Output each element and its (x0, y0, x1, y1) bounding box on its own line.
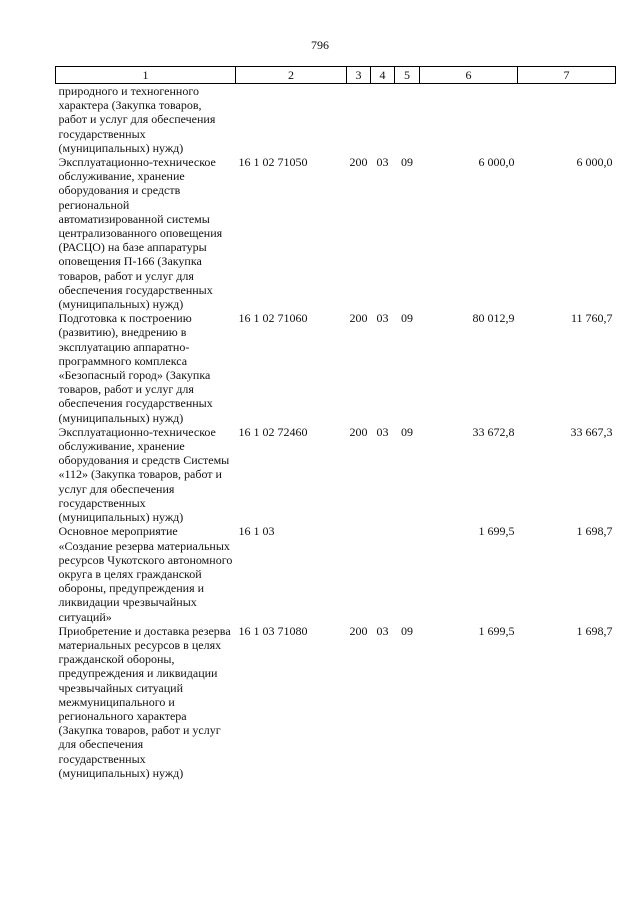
row-sum-1 (420, 84, 518, 156)
row-name: природного и техногенного характера (Закупка товаров, работ и услуг для обеспечения государственных (муниципальных) нужд) (58, 84, 216, 155)
row-subsection: 09 (401, 155, 413, 170)
row-subsection (395, 524, 420, 623)
row-sum-1: 1 699,5 (478, 623, 515, 638)
table-header-row (56, 67, 616, 84)
table-row (56, 425, 616, 524)
row-code: 16 1 03 (238, 524, 275, 539)
row-name: Эксплуатационно-техническое обслуживание, хранение оборудования и средств региональной автоматизированной системы централизованного оповещения (РАСЦО) на базе аппаратуры оповещения П-166 (Закупка товаров, работ и услуг для обеспечения государственных (муниципальных) нужд) (58, 155, 223, 312)
row-code: 16 1 02 72460 (238, 424, 308, 439)
col-header-vr: 3 (347, 67, 371, 84)
table-row (56, 524, 616, 623)
row-code: 16 1 02 71050 (238, 155, 308, 170)
row-name: Эксплуатационно-техническое обслуживание, хранение оборудования и средств Системы «112» (Закупка товаров, работ и услуг для обеспечения государственных (муниципальных) нужд) (58, 424, 230, 525)
row-sum-1: 33 672,8 (472, 424, 515, 439)
table-row (56, 311, 616, 425)
row-vr: 200 (349, 311, 368, 326)
row-section: 03 (376, 623, 389, 638)
row-code: 16 1 02 71060 (238, 311, 308, 326)
col-header-name: 1 (56, 67, 236, 84)
row-section (371, 524, 395, 623)
row-section: 03 (376, 311, 389, 326)
row-vr: 200 (349, 424, 368, 439)
page-number: 796 (311, 38, 329, 52)
table-row (56, 155, 616, 311)
row-section: 03 (376, 155, 389, 170)
col-header-subsection: 5 (395, 67, 420, 84)
row-name: Подготовка к построению (развитию), внедрению в эксплуатацию аппаратно-программного комплекса «Безопасный город» (Закупка товаров, работ и услуг для обеспечения государственных (муниципальных) нужд) (58, 311, 213, 425)
row-vr (347, 524, 371, 623)
row-code (236, 84, 347, 156)
table-row (56, 84, 616, 156)
row-vr: 200 (349, 623, 368, 638)
row-sum-2: 1 698,7 (576, 524, 613, 539)
col-header-section: 4 (371, 67, 395, 84)
row-vr: 200 (349, 155, 368, 170)
row-code: 16 1 03 71080 (238, 623, 308, 638)
row-subsection: 09 (401, 311, 413, 326)
row-vr (347, 84, 371, 156)
row-sum-1: 1 699,5 (478, 524, 515, 539)
row-sum-2: 33 667,3 (570, 424, 613, 439)
row-sum-2 (518, 84, 616, 156)
row-sum-1: 6 000,0 (478, 155, 515, 170)
row-name: Основное мероприятие «Создание резерва материальных ресурсов Чукотского автономного округа в целях гражданской обороны, предупреждения и ликвидации чрезвычайных ситуаций» (58, 524, 233, 624)
table-row (56, 624, 616, 780)
col-header-code: 2 (236, 67, 347, 84)
budget-table (55, 66, 616, 780)
row-subsection (395, 84, 420, 156)
row-subsection: 09 (401, 623, 413, 638)
row-subsection: 09 (401, 424, 413, 439)
row-sum-2: 11 760,7 (570, 311, 613, 326)
row-name: Приобретение и доставка резерва материальных ресурсов в целях гражданской обороны, предупреждения и ликвидации чрезвычайных ситуаций межмуниципального и регионального характера (Закупка товаров, работ и услуг для обеспечения государственных (муниципальных) нужд) (58, 623, 231, 780)
row-sum-1: 80 012,9 (472, 311, 515, 326)
col-header-sum-2: 7 (518, 67, 616, 84)
row-section: 03 (376, 424, 389, 439)
row-section (371, 84, 395, 156)
col-header-sum-1: 6 (420, 67, 518, 84)
row-sum-2: 1 698,7 (576, 623, 613, 638)
row-sum-2: 6 000,0 (576, 155, 613, 170)
